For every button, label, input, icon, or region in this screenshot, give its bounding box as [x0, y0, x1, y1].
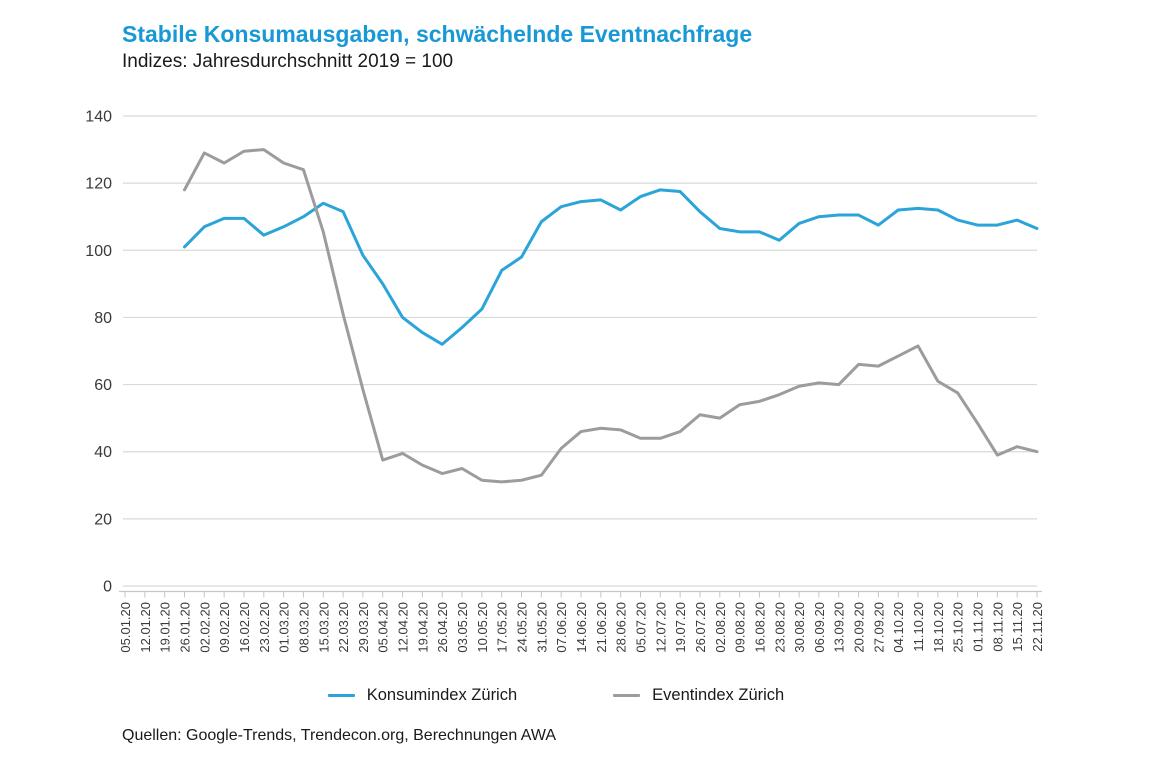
x-axis-label: 08.03.20: [296, 602, 312, 653]
series-line-eventindex-z-rich: [184, 150, 1037, 482]
x-axis-label: 23.08.20: [772, 602, 788, 653]
x-axis-label: 21.06.20: [593, 602, 609, 653]
source-note: Quellen: Google-Trends, Trendecon.org, Berechnungen AWA: [122, 727, 557, 744]
chart-legend: [0, 686, 1112, 705]
x-axis-label: 25.10.20: [950, 602, 966, 653]
eventindex-line-swatch: [613, 694, 640, 697]
legend-item-konsumindex: [328, 686, 517, 705]
x-axis-label: 01.11.20: [970, 602, 986, 652]
konsumindex-line-swatch: [328, 694, 355, 697]
legend-label: Eventindex Zürich: [652, 686, 785, 704]
x-axis-label: 09.02.20: [217, 602, 233, 653]
x-axis-label: 13.09.20: [831, 602, 847, 653]
x-axis-label: 19.04.20: [415, 602, 431, 653]
y-axis-label: 140: [85, 108, 112, 126]
x-axis-label: 18.10.20: [930, 602, 946, 653]
x-axis-label: 01.03.20: [276, 602, 292, 653]
x-axis-label: 15.03.20: [316, 602, 332, 653]
y-axis-label: 40: [94, 444, 112, 462]
x-axis-label: 27.09.20: [871, 602, 887, 653]
x-axis-label: 26.04.20: [435, 602, 451, 653]
x-axis-label: 05.04.20: [375, 602, 391, 653]
x-axis-label: 02.08.20: [712, 602, 728, 653]
x-axis-label: 16.08.20: [752, 602, 768, 653]
x-axis-label: 19.01.20: [157, 602, 173, 653]
legend-label: Konsumindex Zürich: [366, 686, 518, 704]
x-axis-label: 24.05.20: [514, 602, 530, 653]
y-axis-label: 80: [94, 309, 112, 327]
chart-title: Stabile Konsumausgaben, schwächelnde Eventnachfrage: [122, 21, 753, 47]
x-axis-label: 31.05.20: [534, 602, 550, 653]
x-axis-label: 02.02.20: [197, 602, 213, 653]
x-axis-label: 15.11.20: [1010, 601, 1026, 652]
x-axis-label: 12.07.20: [653, 602, 669, 653]
y-axis-label: 120: [85, 175, 112, 193]
x-axis-label: 03.05.20: [455, 602, 471, 653]
x-axis-label: 12.01.20: [137, 602, 153, 653]
x-axis-label: 26.07.20: [692, 602, 708, 653]
x-axis-label: 06.09.20: [811, 602, 827, 653]
x-axis-label: 23.02.20: [256, 602, 272, 653]
x-axis-label: 04.10.20: [891, 602, 907, 653]
legend-item-eventindex: [613, 686, 784, 705]
y-axis-label: 0: [103, 578, 112, 596]
series-line-konsumindex-z-rich: [184, 190, 1037, 344]
x-axis-label: 28.06.20: [613, 602, 629, 653]
x-axis-label: 12.04.20: [395, 602, 411, 653]
x-axis-label: 11.10.20: [911, 602, 927, 652]
x-axis-label: 30.08.20: [792, 602, 808, 653]
x-axis-label: 20.09.20: [851, 602, 867, 653]
x-axis-label: 16.02.20: [236, 602, 252, 653]
chart-subtitle: Indizes: Jahresdurchschnitt 2019 = 100: [122, 51, 454, 72]
x-axis-label: 29.03.20: [355, 602, 371, 653]
y-axis-label: 20: [94, 511, 112, 529]
x-axis-label: 05.07.20: [633, 602, 649, 653]
y-axis-label: 100: [85, 242, 112, 260]
x-axis-label: 14.06.20: [574, 602, 589, 653]
x-axis-label: 07.06.20: [554, 602, 570, 653]
x-axis-label: 19.07.20: [673, 602, 689, 653]
y-axis-label: 60: [94, 377, 112, 395]
x-axis-label: 22.11.20: [1030, 602, 1045, 652]
x-axis-label: 17.05.20: [494, 602, 510, 653]
x-axis-label: 22.03.20: [336, 602, 352, 653]
x-axis-label: 05.01.20: [118, 602, 133, 653]
x-axis-label: 10.05.20: [474, 602, 490, 653]
x-axis-label: 09.08.20: [732, 602, 748, 653]
x-axis-label: 26.01.20: [177, 602, 193, 653]
x-axis-label: 08.11.20: [990, 602, 1006, 652]
